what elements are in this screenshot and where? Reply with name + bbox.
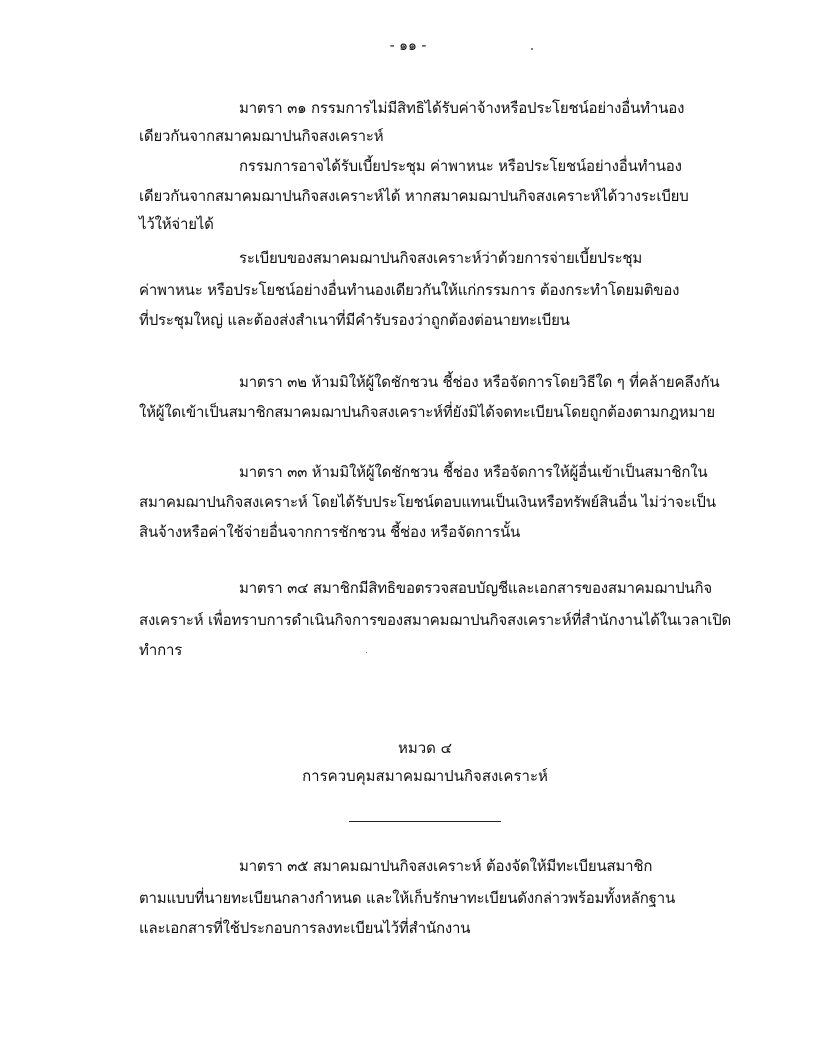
section-35-line-3: และเอกสารที่ใช้ประกอบการลงทะเบียนไว้ที่สำนักงาน xyxy=(139,919,471,937)
chapter-title: การควบคุมสมาคมฌาปนกิจสงเคราะห์ xyxy=(302,767,548,785)
section-34-line-1: มาตรา ๓๔ สมาชิกมีสิทธิขอตรวจสอบบัญชีและเอกสารของสมาคมฌาปนกิจ xyxy=(239,579,712,597)
scan-speck xyxy=(366,652,367,653)
section-34-line-3: ทำการ xyxy=(139,641,183,659)
section-31-paragraph-3-line-3: ที่ประชุมใหญ่ และต้องส่งสำเนาที่มีคำรับรองว่าถูกต้องต่อนายทะเบียน xyxy=(139,311,570,329)
section-31-line-1: มาตรา ๓๑ กรรมการไม่มีสิทธิได้รับค่าจ้างหรือประโยชน์อย่างอื่นทำนอง xyxy=(239,99,685,117)
section-31-line-2: เดียวกันจากสมาคมฌาปนกิจสงเคราะห์ xyxy=(139,127,384,145)
section-35-line-2: ตามแบบที่นายทะเบียนกลางกำหนด และให้เก็บรักษาทะเบียนดังกล่าวพร้อมทั้งหลักฐาน xyxy=(139,889,676,907)
chapter-number: หมวด ๔ xyxy=(397,739,453,757)
page-number: - ๑๑ - xyxy=(389,38,427,54)
chapter-divider xyxy=(349,821,501,822)
section-31-paragraph-3-line-2: ค่าพาหนะ หรือประโยชน์อย่างอื่นทำนองเดียวกันให้แก่กรรมการ ต้องกระทำโดยมติของ xyxy=(139,281,680,299)
section-34-line-2: สงเคราะห์ เพื่อทราบการดำเนินกิจการของสมาคมฌาปนกิจสงเคราะห์ที่สำนักงานได้ในเวลาเปิด xyxy=(139,611,732,629)
section-33-line-3: สินจ้างหรือค่าใช้จ่ายอื่นจากการชักชวน ชี้ช่อง หรือจัดการนั้น xyxy=(139,523,521,541)
section-32-line-2: ให้ผู้ใดเข้าเป็นสมาชิกสมาคมฌาปนกิจสงเคราะห์ที่ยังมิได้จดทะเบียนโดยถูกต้องตามกฎหมาย xyxy=(139,403,715,421)
section-31-paragraph-2-line-1: กรรมการอาจได้รับเบี้ยประชุม ค่าพาหนะ หรือประโยชน์อย่างอื่นทำนอง xyxy=(239,157,682,175)
section-31-paragraph-2-line-2: เดียวกันจากสมาคมฌาปนกิจสงเคราะห์ได้ หากสมาคมฌาปนกิจสงเคราะห์ได้วางระเบียบ xyxy=(139,187,689,205)
scan-speck xyxy=(531,48,533,50)
section-33-line-2: สมาคมฌาปนกิจสงเคราะห์ โดยได้รับประโยชน์ตอบแทนเป็นเงินหรือทรัพย์สินอื่น ไม่ว่าจะเป็น xyxy=(139,493,716,511)
section-33-line-1: มาตรา ๓๓ ห้ามมิให้ผู้ใดชักชวน ชี้ช่อง หรือจัดการให้ผู้อื่นเข้าเป็นสมาชิกใน xyxy=(239,463,708,481)
section-31-paragraph-3-line-1: ระเบียบของสมาคมฌาปนกิจสงเคราะห์ว่าด้วยการจ่ายเบี้ยประชุม xyxy=(239,249,643,267)
section-35-line-1: มาตรา ๓๕ สมาคมฌาปนกิจสงเคราะห์ ต้องจัดให้มีทะเบียนสมาชิก xyxy=(239,857,653,875)
section-32-line-1: มาตรา ๓๒ ห้ามมิให้ผู้ใดชักชวน ชี้ช่อง หรือจัดการโดยวิธีใด ๆ ที่คล้ายคลึงกัน xyxy=(239,373,720,391)
section-31-paragraph-2-line-3: ไว้ให้จ่ายได้ xyxy=(139,215,214,233)
